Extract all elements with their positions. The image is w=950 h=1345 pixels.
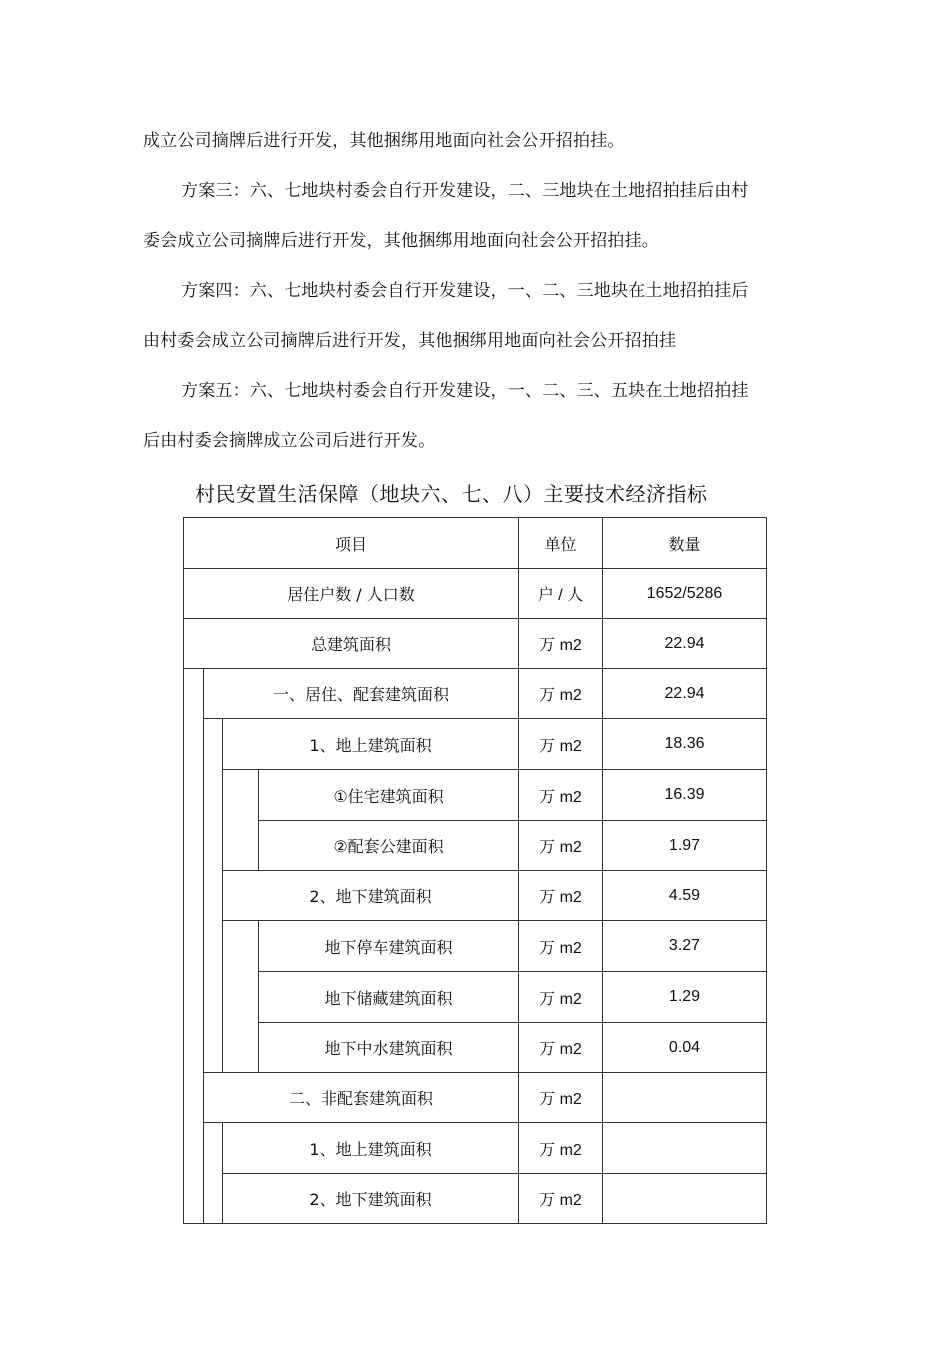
row-qty: 1.29: [602, 971, 767, 1023]
header-qty: 数量: [602, 517, 767, 569]
paragraph-line-3: 委会成立公司摘牌后进行开发，其他捆绑用地面向社会公开招拍挂。: [143, 231, 659, 251]
indent-bar-level2b: [203, 1122, 223, 1224]
row-item: 二、非配套建筑面积: [203, 1072, 519, 1123]
paragraph-line-4: 方案四：六、七地块村委会自行开发建设，一、二、三地块在土地招拍挂后: [181, 281, 749, 301]
table-title: 村民安置生活保障（地块六、七、八）主要技术经济指标: [195, 482, 708, 506]
paragraph-line-1: 成立公司摘牌后进行开发，其他捆绑用地面向社会公开招拍挂。: [143, 131, 625, 151]
row-unit: 万 m2: [518, 971, 603, 1023]
row-unit: 万 m2: [518, 1072, 603, 1123]
row-item: 2、地下建筑面积: [222, 1173, 519, 1224]
row-item: 1、地上建筑面积: [222, 1122, 519, 1174]
row-item: 一、居住、配套建筑面积: [203, 668, 519, 719]
row-qty: 0.04: [602, 1022, 767, 1073]
row-unit: 万 m2: [518, 1173, 603, 1224]
row-item: 地下中水建筑面积: [258, 1022, 519, 1073]
row-unit: 万 m2: [518, 1122, 603, 1174]
row-qty: 3.27: [602, 920, 767, 972]
row-item: 居住户数 / 人口数: [183, 568, 519, 619]
row-unit: 万 m2: [518, 920, 603, 972]
row-qty: 1652/5286: [602, 568, 767, 619]
row-unit: 万 m2: [518, 769, 603, 821]
header-unit: 单位: [518, 517, 603, 569]
row-unit: 万 m2: [518, 718, 603, 770]
row-qty: 4.59: [602, 870, 767, 921]
row-unit: 万 m2: [518, 668, 603, 719]
row-item: 地下停车建筑面积: [258, 920, 519, 972]
row-unit: 万 m2: [518, 618, 603, 669]
indent-bar-level2a: [203, 718, 223, 1073]
row-unit: 万 m2: [518, 1022, 603, 1073]
row-unit: 户 / 人: [518, 568, 603, 619]
row-item: 地下储藏建筑面积: [258, 971, 519, 1023]
indent-bar-level1: [183, 668, 204, 1224]
row-item: 总建筑面积: [183, 618, 519, 669]
row-qty: [602, 1173, 767, 1224]
header-item: 项目: [183, 517, 519, 569]
row-qty: 22.94: [602, 618, 767, 669]
row-qty: 1.97: [602, 820, 767, 871]
indent-bar-level3b: [222, 920, 259, 1073]
paragraph-line-7: 后由村委会摘牌成立公司后进行开发。: [143, 431, 436, 451]
paragraph-line-5: 由村委会成立公司摘牌后进行开发，其他捆绑用地面向社会公开招拍挂: [143, 331, 677, 351]
row-qty: [602, 1072, 767, 1123]
row-unit: 万 m2: [518, 820, 603, 871]
row-qty: 22.94: [602, 668, 767, 719]
paragraph-line-6: 方案五：六、七地块村委会自行开发建设，一、二、三、五块在土地招拍挂: [181, 381, 749, 401]
indent-bar-level3a: [222, 769, 259, 871]
row-item: ①住宅建筑面积: [258, 769, 519, 821]
row-item: 2、地下建筑面积: [222, 870, 519, 921]
row-qty: 16.39: [602, 769, 767, 821]
row-qty: [602, 1122, 767, 1174]
row-unit: 万 m2: [518, 870, 603, 921]
row-qty: 18.36: [602, 718, 767, 770]
row-item: ②配套公建面积: [258, 820, 519, 871]
row-item: 1、地上建筑面积: [222, 718, 519, 770]
paragraph-line-2: 方案三：六、七地块村委会自行开发建设，二、三地块在土地招拍挂后由村: [181, 181, 749, 201]
